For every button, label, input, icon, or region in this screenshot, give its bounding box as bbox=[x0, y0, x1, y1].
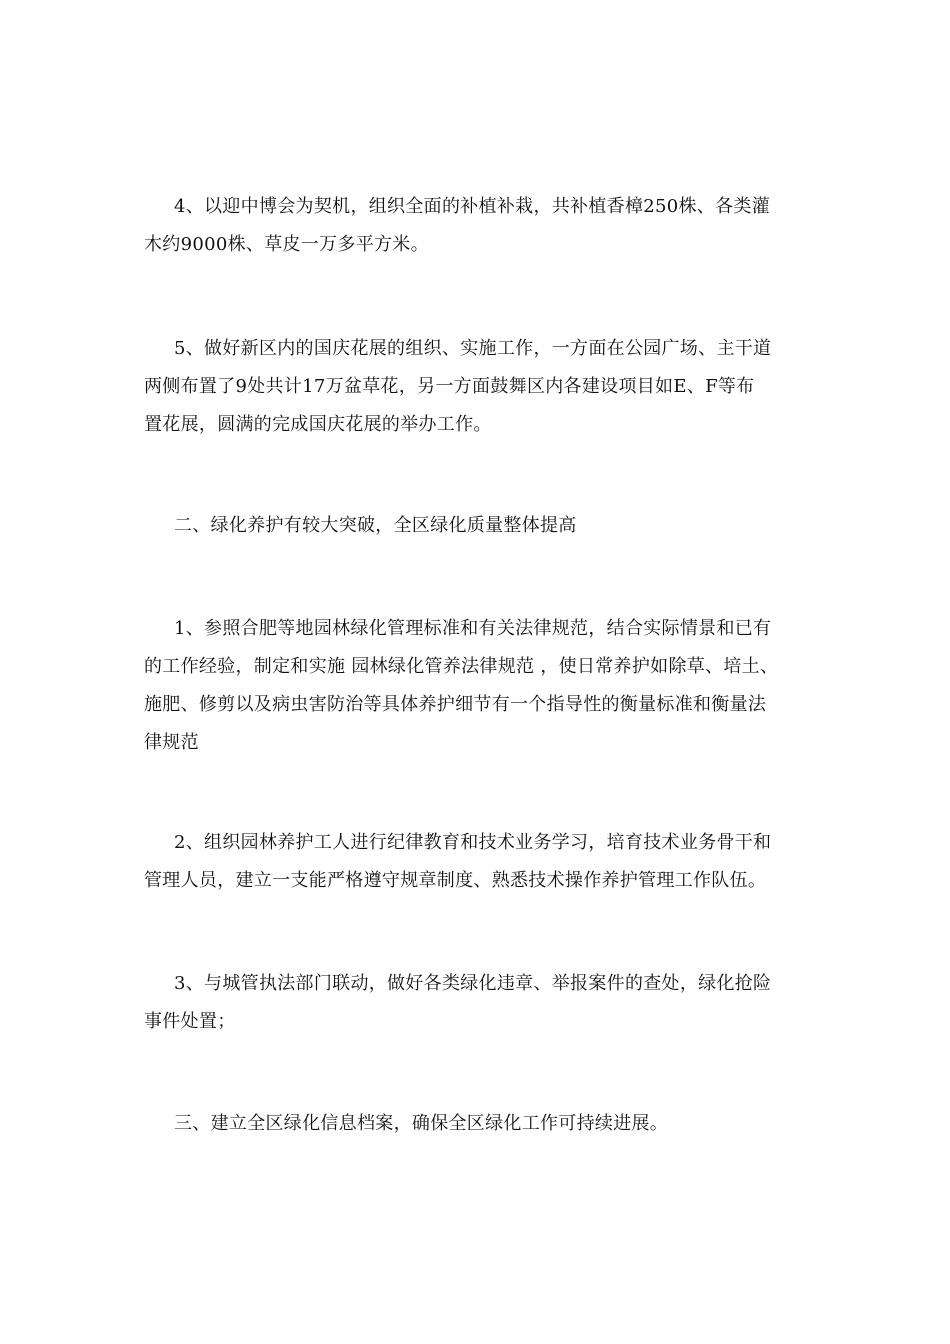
text-line: 2、组织园林养护工人进行纪律教育和技术业务学习，培育技术业务骨干和 bbox=[174, 832, 772, 853]
text-line: 3、与城管执法部门联动，做好各类绿化违章、举报案件的查处，绿化抢险 bbox=[174, 973, 772, 994]
paragraph-item-5 bbox=[144, 330, 804, 444]
text-line: 4、以迎中博会为契机，组织全面的补植补栽，共补植香樟250株、各类灌 bbox=[174, 196, 771, 217]
text-line: 1、参照合肥等地园林绿化管理标准和有关法律规范，结合实际情景和已有 bbox=[174, 618, 772, 639]
text-line: 二、绿化养护有较大突破，全区绿化质量整体提高 bbox=[174, 515, 577, 536]
text-line: 三、建立全区绿化信息档案，确保全区绿化工作可持续进展。 bbox=[174, 1113, 669, 1134]
text-line: 的工作经验，制定和实施 园林绿化管养法律规范 ，使日常养护如除草、培土、 bbox=[144, 656, 779, 677]
paragraph-section2-item-2 bbox=[144, 824, 804, 900]
text-line: 两侧布置了9处共计17万盆草花，另一方面鼓舞区内各建设项目如E、F等布 bbox=[144, 376, 755, 397]
text-line: 事件处置； bbox=[144, 1011, 236, 1032]
text-line: 置花展，圆满的完成国庆花展的举办工作。 bbox=[144, 414, 492, 435]
section-heading-3 bbox=[144, 1105, 804, 1143]
paragraph-section2-item-1 bbox=[144, 610, 804, 762]
text-line: 管理人员，建立一支能严格遵守规章制度、熟悉技术操作养护管理工作队伍。 bbox=[144, 870, 767, 891]
text-line: 木约9000株、草皮一万多平方米。 bbox=[144, 234, 429, 255]
text-line: 律规范 bbox=[144, 732, 199, 753]
paragraph-item-4 bbox=[144, 188, 804, 264]
text-line: 5、做好新区内的国庆花展的组织、实施工作，一方面在公园广场、主干道 bbox=[174, 338, 772, 359]
paragraph-section2-item-3 bbox=[144, 965, 804, 1041]
text-line: 施肥、修剪以及病虫害防治等具体养护细节有一个指导性的衡量标准和衡量法 bbox=[144, 694, 767, 715]
section-heading-2 bbox=[144, 507, 804, 545]
